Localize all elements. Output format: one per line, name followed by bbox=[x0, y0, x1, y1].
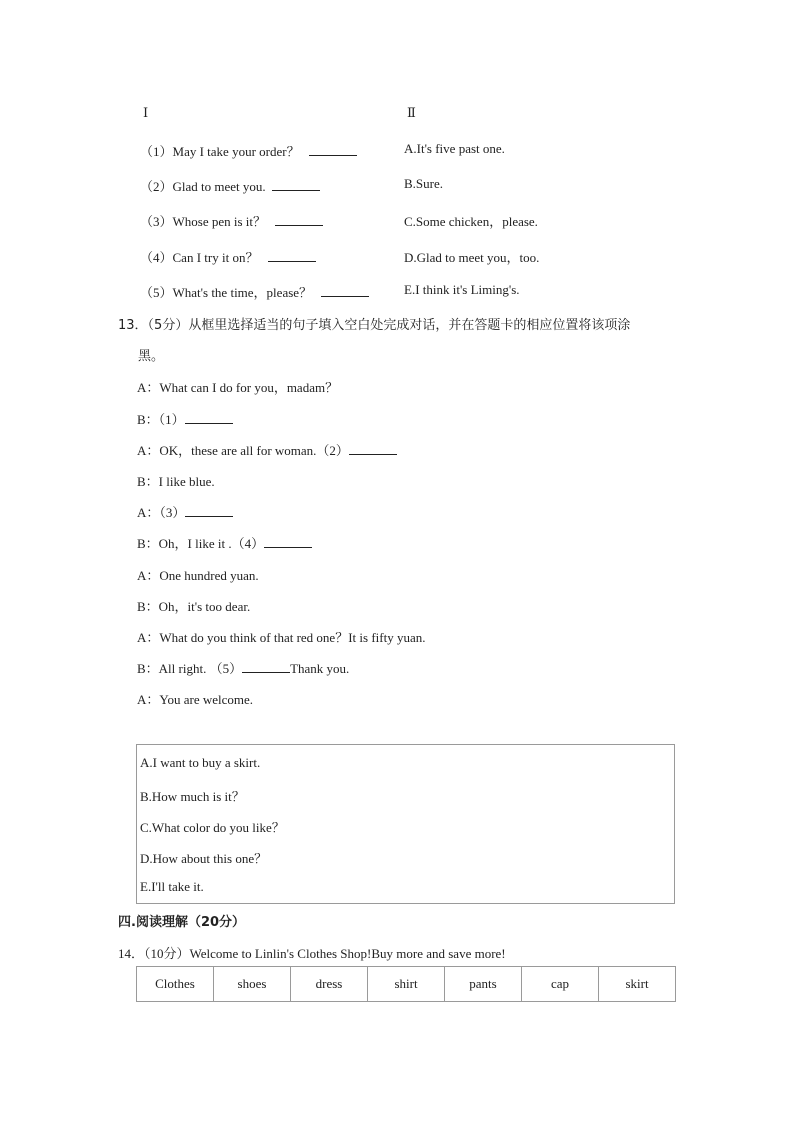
answer-blank[interactable] bbox=[242, 661, 290, 673]
answer-blank[interactable] bbox=[275, 214, 323, 226]
dialogue-line: A：What do you think of that red one？It is fifty yuan. bbox=[137, 630, 426, 645]
column-header-1: Ⅰ bbox=[143, 105, 149, 120]
table-cell: Clothes bbox=[137, 967, 214, 1002]
item-number: （1） bbox=[140, 144, 173, 159]
answer-blank[interactable] bbox=[309, 144, 357, 156]
table-cell: pants bbox=[445, 967, 522, 1002]
dialogue-line: B：Oh，it's too dear. bbox=[137, 599, 251, 614]
column-header-2: Ⅱ bbox=[407, 105, 416, 120]
item-text: May I take your order？ bbox=[172, 144, 300, 159]
table-cell: shirt bbox=[368, 967, 445, 1002]
dialogue-line: A：（3） bbox=[137, 502, 233, 521]
dialogue-line: A：One hundred yuan. bbox=[137, 568, 259, 583]
table-row bbox=[137, 967, 676, 1002]
answer-blank[interactable] bbox=[268, 250, 316, 262]
item-text: What's the time，please？ bbox=[172, 285, 313, 300]
matching-right-item: B.Sure. bbox=[404, 176, 443, 191]
answer-blank[interactable] bbox=[349, 443, 397, 455]
item-number: （3） bbox=[140, 214, 173, 229]
item-text: Whose pen is it？ bbox=[172, 214, 267, 229]
matching-left-item bbox=[140, 141, 357, 160]
matching-left-item bbox=[140, 176, 320, 195]
matching-right-item: D.Glad to meet you，too. bbox=[404, 250, 540, 265]
option-item: C.What color do you like？ bbox=[140, 820, 285, 835]
item-number: （2） bbox=[140, 179, 173, 194]
answer-blank[interactable] bbox=[321, 285, 369, 297]
dialogue-line: A：What can I do for you，madam？ bbox=[137, 380, 339, 395]
option-item: B.How much is it？ bbox=[140, 789, 245, 804]
dialogue-line: B：I like blue. bbox=[137, 474, 215, 489]
answer-blank[interactable] bbox=[185, 412, 233, 424]
question-14-prompt: 14．（10分）Welcome to Linlin's Clothes Shop!Buy more and save more! bbox=[118, 946, 506, 961]
dialogue-line: A：OK，these are all for woman.（2） bbox=[137, 440, 397, 459]
option-item: E.I'll take it. bbox=[140, 879, 204, 894]
table-cell: cap bbox=[522, 967, 599, 1002]
dialogue-line: B：Oh，I like it .（4） bbox=[137, 533, 312, 552]
table-cell: dress bbox=[291, 967, 368, 1002]
matching-left-item bbox=[140, 247, 316, 266]
answer-blank[interactable] bbox=[264, 536, 312, 548]
question-13-prompt: 13．（5分）从框里选择适当的句子填入空白处完成对话，并在答题卡的相应位置将该项涂 bbox=[118, 318, 631, 333]
matching-left-item bbox=[140, 282, 369, 301]
dialogue-line: B：All right. （5） Thank you. bbox=[137, 661, 350, 676]
section-heading: 四.阅读理解（20分） bbox=[118, 915, 246, 930]
clothes-table bbox=[136, 966, 676, 1002]
matching-right-item: A.It's five past one. bbox=[404, 141, 505, 156]
dialogue-line: B：（1） bbox=[137, 409, 233, 428]
option-item: D.How about this one？ bbox=[140, 851, 268, 866]
item-text: Can I try it on？ bbox=[172, 250, 259, 265]
item-number: （4） bbox=[140, 250, 173, 265]
item-number: （5） bbox=[140, 285, 173, 300]
table-cell: shoes bbox=[214, 967, 291, 1002]
option-item: A.I want to buy a skirt. bbox=[140, 755, 261, 770]
options-box bbox=[136, 744, 675, 904]
matching-right-item: E.I think it's Liming's. bbox=[404, 282, 520, 297]
table-cell: skirt bbox=[599, 967, 676, 1002]
question-13-prompt-cont: 黑。 bbox=[138, 349, 165, 364]
dialogue-line: A：You are welcome. bbox=[137, 692, 254, 707]
matching-right-item: C.Some chicken，please. bbox=[404, 214, 538, 229]
answer-blank[interactable] bbox=[272, 179, 320, 191]
matching-left-item bbox=[140, 211, 323, 230]
item-text: Glad to meet you. bbox=[172, 179, 266, 194]
answer-blank[interactable] bbox=[185, 505, 233, 517]
